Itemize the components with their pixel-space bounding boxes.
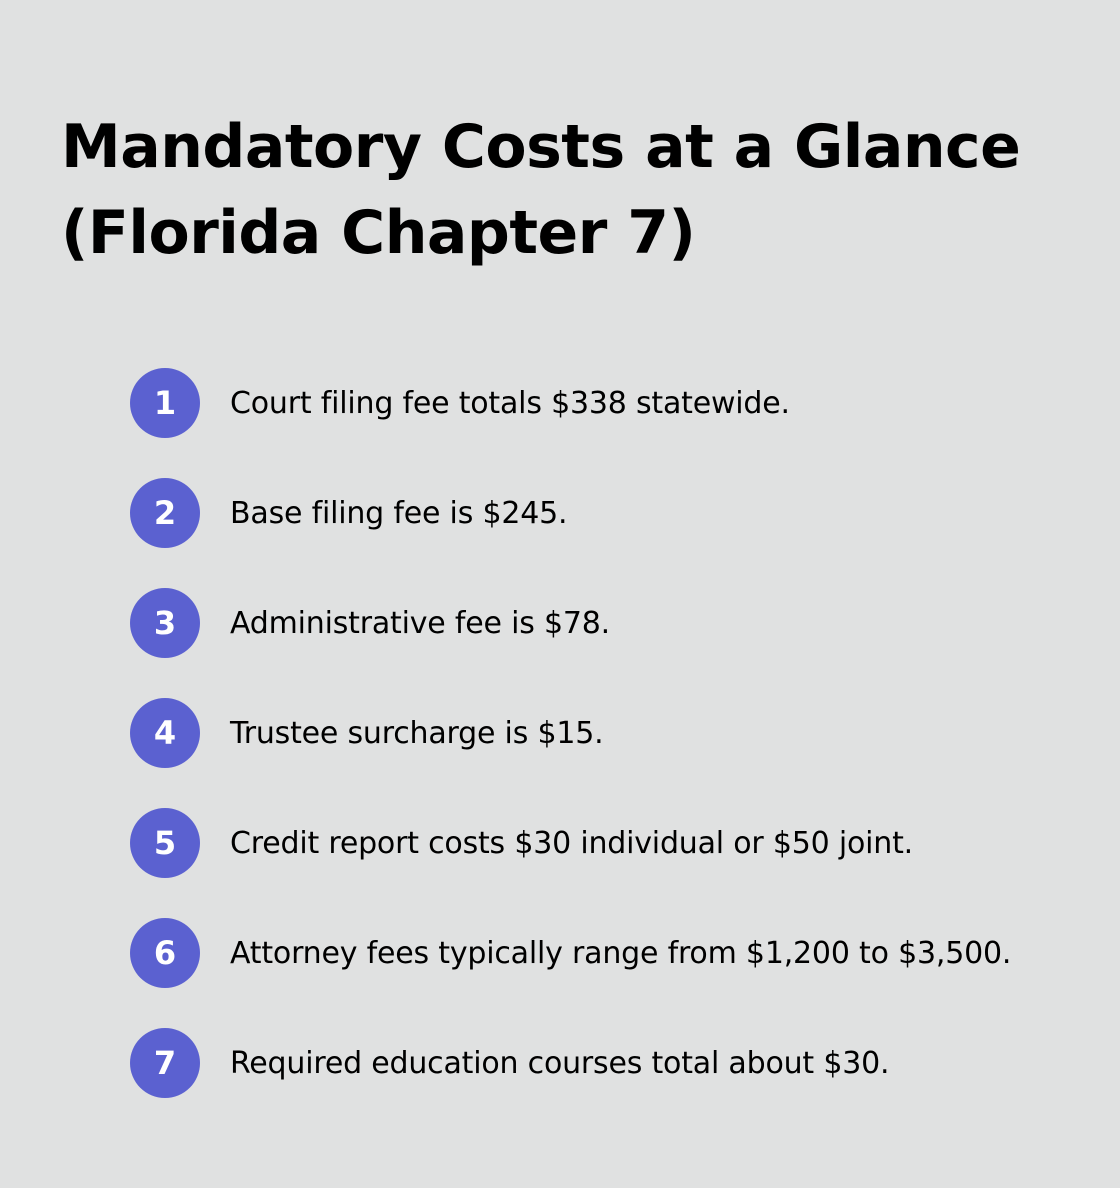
number-badge: 7 (130, 1028, 200, 1098)
list-item-text: Administrative fee is $78. (230, 605, 611, 641)
list-item (130, 1028, 1011, 1098)
list-item (130, 918, 1011, 988)
number-badge: 6 (130, 918, 200, 988)
number-badge: 3 (130, 588, 200, 658)
list-item (130, 588, 1011, 658)
number-badge: 2 (130, 478, 200, 548)
list-item (130, 368, 1011, 438)
number-badge: 5 (130, 808, 200, 878)
list-item-text: Credit report costs $30 individual or $50 joint. (230, 825, 914, 861)
list-item-text: Attorney fees typically range from $1,200 to $3,500. (230, 935, 1012, 971)
cost-list (130, 368, 1011, 1138)
list-item (130, 808, 1011, 878)
list-item-text: Trustee surcharge is $15. (230, 715, 604, 751)
number-badge: 1 (130, 368, 200, 438)
list-item (130, 698, 1011, 768)
list-item-text: Required education courses total about $30. (230, 1045, 890, 1081)
list-item-text: Base filing fee is $245. (230, 495, 568, 531)
title-line-2: (Florida Chapter 7) (61, 198, 696, 268)
page-title (61, 104, 1061, 276)
list-item (130, 478, 1011, 548)
title-line-1: Mandatory Costs at a Glance (61, 112, 1021, 182)
list-item-text: Court filing fee totals $338 statewide. (230, 385, 790, 421)
number-badge: 4 (130, 698, 200, 768)
